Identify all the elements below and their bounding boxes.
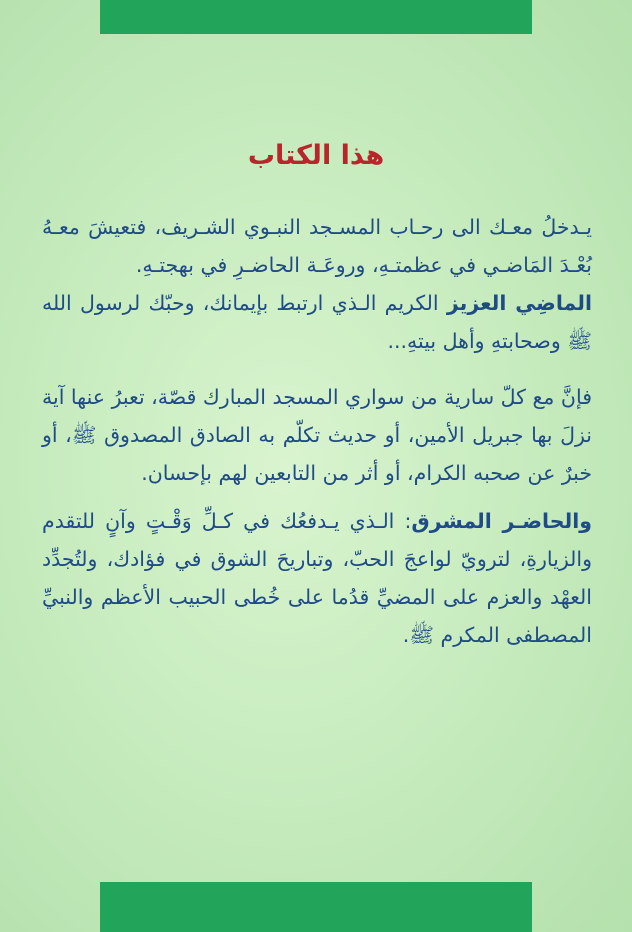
- past-text: الكريم الـذي ارتبط بإيمانك، وحبّك لرسول الله ﷺ وصحابتهِ وأهل بيتهِ...: [42, 291, 592, 353]
- paragraph-intro: يـدخلُ معـك الى رحـاب المسـجد النبـوي الشـريف، فتعيشَ معـهُ بُعْـدَ المَاضـي في عظمتـهِ، وروعَـة الحاضـرِ في بهجتـهِ.: [42, 215, 592, 277]
- top-green-band: [100, 0, 532, 34]
- present-text: : الـذي يـدفعُك في كـلِّ وَقْـتٍ وآنٍ للتقدم والزيارةِ، لترويّ لواعجَ الحبّ، وتباريحَ الشوق في فؤادك، ولتُجدِّد العهْد والعزم على المضيِّ قدُما على خُطى الحبيب الأعظم والنبيِّ المصطفى المكرم ﷺ.: [42, 509, 592, 647]
- body-text: [42, 208, 592, 654]
- paragraph-past: [42, 284, 592, 360]
- paragraph-pillars: فإنَّ مع كلّ سارية من سواري المسجد المبارك قصّة، تعبرُ عنها آية نزلَ بها جبريل الأمين، أو حديث تكلّم به الصادق المصدوق ﷺ، أو خبرٌ عن صحبه الكرام، أو أثر من التابعين لهم بإحسان.: [42, 385, 592, 485]
- bottom-green-band: [100, 882, 532, 932]
- page-title: هذا الكتاب: [247, 140, 385, 171]
- past-heading: الماضِي العزيز: [446, 291, 592, 315]
- paragraph-present: [42, 502, 592, 654]
- present-heading: والحاضـر المشرق: [411, 509, 592, 533]
